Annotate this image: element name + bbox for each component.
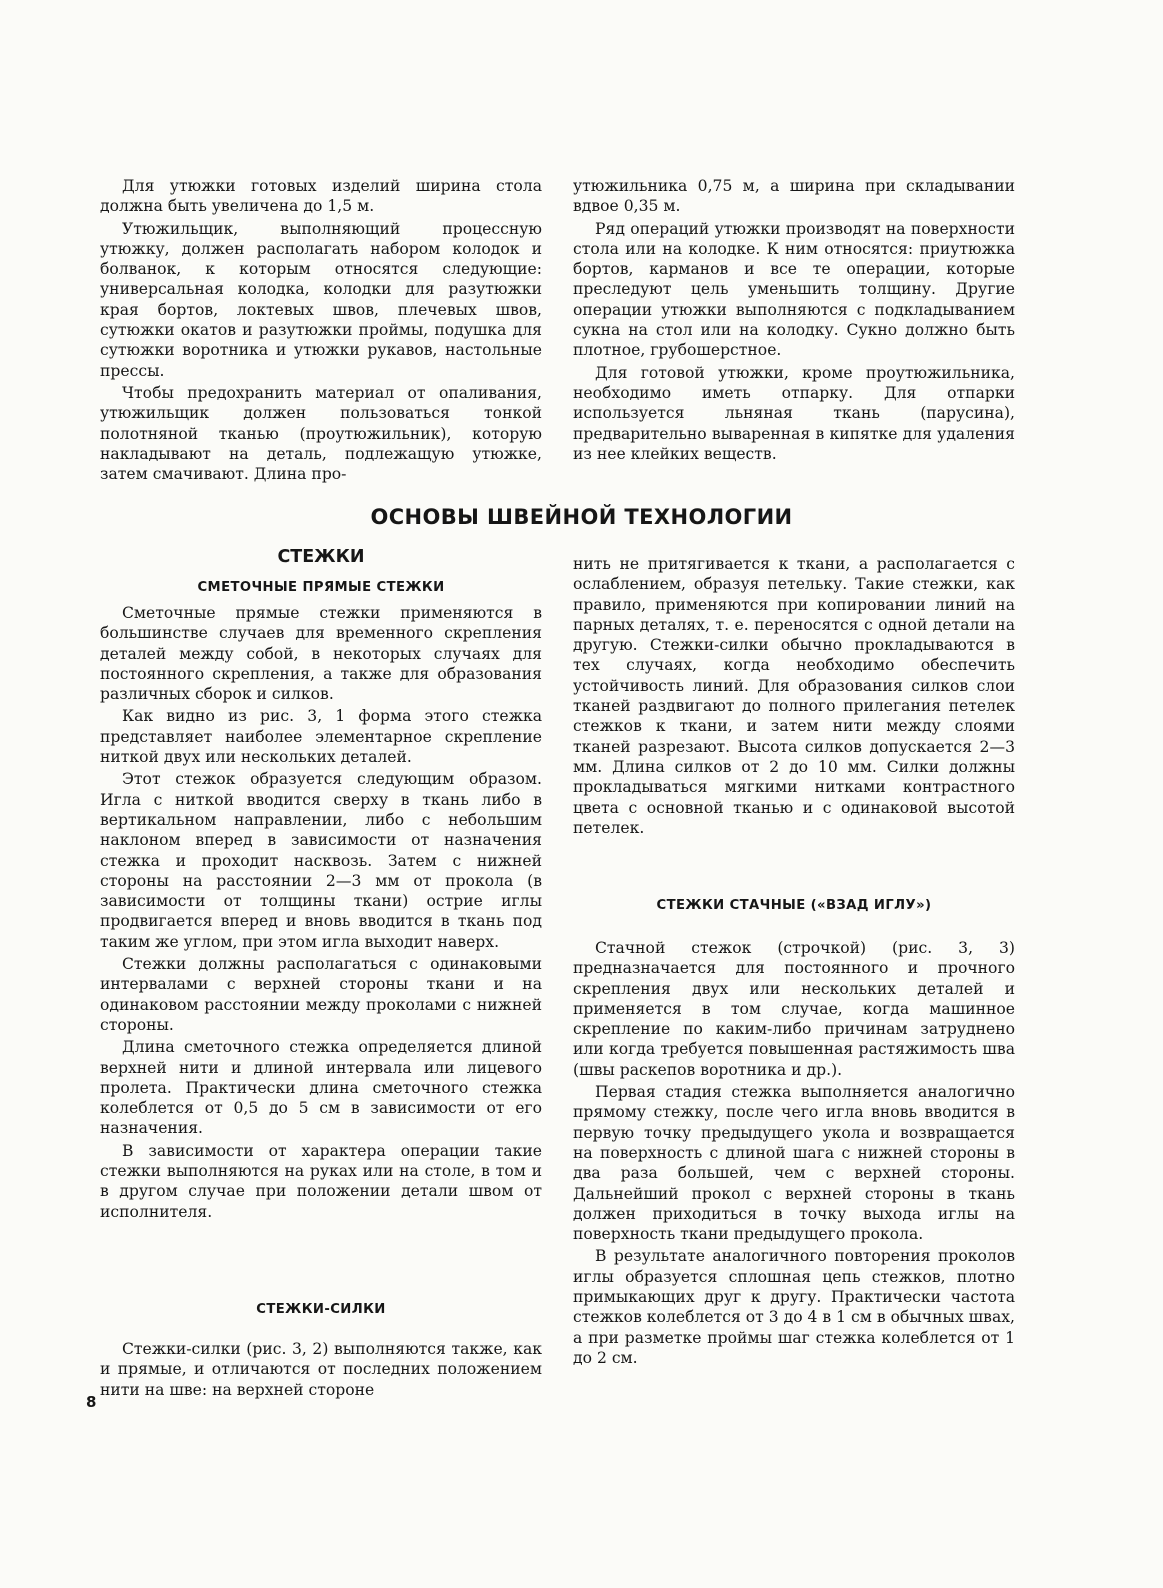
paragraph: Для утюжки готовых изделий ширина стола должна быть увеличена до 1,5 м.: [100, 177, 542, 216]
section-heading: СТЕЖКИ: [277, 547, 365, 567]
paragraph: Сметочные прямые стежки применяются в большинстве случаев для временного скрепления деталей между собой, в некоторых случаях для постоянного скрепления, а также для образования различных сборок и силков.: [100, 604, 542, 704]
paragraph: Чтобы предохранить материал от опаливания, утюжильщик должен пользоваться тонкой полотняной тканью (проутюжильник), которую накладывают на деталь, подлежащую утюжке, затем смачивают. Длина про-: [100, 383, 542, 484]
subheading-stachnye: СТЕЖКИ СТАЧНЫЕ («ВЗАД ИГЛУ»): [656, 898, 932, 913]
paragraph: Стачной стежок (строчкой) (рис. 3, 3) предназначается для постоянного и прочного скрепления двух или нескольких деталей и применяется в том случае, когда машинное скрепление по каким-либо причинам затруднено или когда требуется повышенная растяжимость шва (швы раскепов воротника и др.).: [573, 939, 1015, 1079]
paragraph: Ряд операций утюжки производят на поверхности стола или на колодке. К ним относятся: приутюжка бортов, карманов и все те операции, которые преследуют цель уменьшить толщину. Другие операции утюжки выполняются с подкладыванием сукна на стол или на колодку. Сукно должно быть плотное, грубошерстное.: [573, 219, 1015, 360]
subheading-silki: СТЕЖКИ-СИЛКИ: [256, 1302, 386, 1317]
bottom-right-column: [573, 554, 1015, 838]
subheading-smetochnye: СМЕТОЧНЫЕ ПРЯМЫЕ СТЕЖКИ: [197, 580, 445, 595]
chapter-heading: ОСНОВЫ ШВЕЙНОЙ ТЕХНОЛОГИИ: [370, 505, 793, 529]
paragraph-continuation: нить не притягивается к ткани, а располагается с ослаблением, образуя петельку. Такие стежки, как правило, применяются при копировании линий на парных деталях, т. е. переносятся с одной детали на другую. Стежки-силки обычно прокладываются в тех случаях, когда необходимо обеспечить устойчивость линий. Для образования силков слои тканей раздвигают до полного прилегания петелек стежков к ткани, и затем нити между слоями тканей разрезают. Высота силков допускается 2—3 мм. Длина силков от 2 до 10 мм. Силки должны прокладываться мягкими нитками контрастного цвета с основной тканью и с одинаковой высотой петелек.: [573, 555, 1015, 837]
bottom-left-column: [100, 603, 542, 1222]
paragraph-continuation: утюжильника 0,75 м, а ширина при складывании вдвое 0,35 м.: [573, 177, 1015, 216]
paragraph: Как видно из рис. 3, 1 форма этого стежка представляет наиболее элементарное скрепление ниткой двух или нескольких деталей.: [100, 707, 542, 767]
top-left-column: [100, 176, 542, 484]
paragraph: Стежки должны располагаться с одинаковыми интервалами с верхней стороны ткани и на одинаковом расстоянии между проколами с нижней стороны.: [100, 955, 542, 1034]
paragraph: В зависимости от характера операции такие стежки выполняются на руках или на столе, в том и в другом случае при положении детали швом от исполнителя.: [100, 1141, 542, 1221]
paragraph: Для готовой утюжки, кроме проутюжильника, необходимо иметь отпарку. Для отпарки используется льняная ткань (парусина), предварительно вываренная в кипятке для удаления из нее клейких веществ.: [573, 363, 1015, 463]
paragraph: В результате аналогичного повторения проколов иглы образуется сплошная цепь стежков, плотно примыкающих друг к другу. Практически частота стежков колеблется от 3 до 4 в 1 см в обычных швах, а при разметке проймы шаг стежка колеблется от 1 до 2 см.: [573, 1247, 1015, 1367]
top-right-column: [573, 176, 1015, 464]
page-number: 8: [86, 1393, 97, 1411]
bottom-left-column-end: [100, 1339, 542, 1400]
bottom-right-column-end: [573, 938, 1015, 1368]
paragraph: Этот стежок образуется следующим образом. Игла с ниткой вводится сверху в ткань либо в вертикальном направлении, либо с небольшим наклоном вперед в зависимости от назначения стежка и проходит насквозь. Затем с нижней стороны на расстоянии 2—3 мм от прокола (в зависимости от толщины ткани) острие иглы продвигается вперед и вновь вводится в ткань под таким же углом, при этом игла выходит наверх.: [100, 770, 542, 951]
paragraph: Утюжильщик, выполняющий процессную утюжку, должен располагать набором колодок и болванок, к которым относятся следующие: универсальная колодка, колодки для разутюжки края бортов, локтевых швов, плечевых швов, сутюжки окатов и разутюжки проймы, подушка для сутюжки воротника и утюжки рукавов, настольные прессы.: [100, 219, 542, 380]
paragraph: Стежки-силки (рис. 3, 2) выполняются также, как и прямые, и отличаются от последних положением нити на шве: на верхней стороне: [100, 1340, 542, 1399]
paragraph: Первая стадия стежка выполняется аналогично прямому стежку, после чего игла вновь вводится в первую точку предыдущего укола и возвращается на поверхность с длиной шага с нижней стороны в два раза большей, чем с верхней стороны. Дальнейший прокол с верхней стороны в ткань должен приходиться в точку выхода иглы на поверхность ткани предыдущего прокола.: [573, 1083, 1015, 1244]
paragraph: Длина сметочного стежка определяется длиной верхней нити и длиной интервала или лицевого пролета. Практически длина сметочного стежка колеблется от 0,5 до 5 см в зависимости от его назначения.: [100, 1038, 542, 1138]
